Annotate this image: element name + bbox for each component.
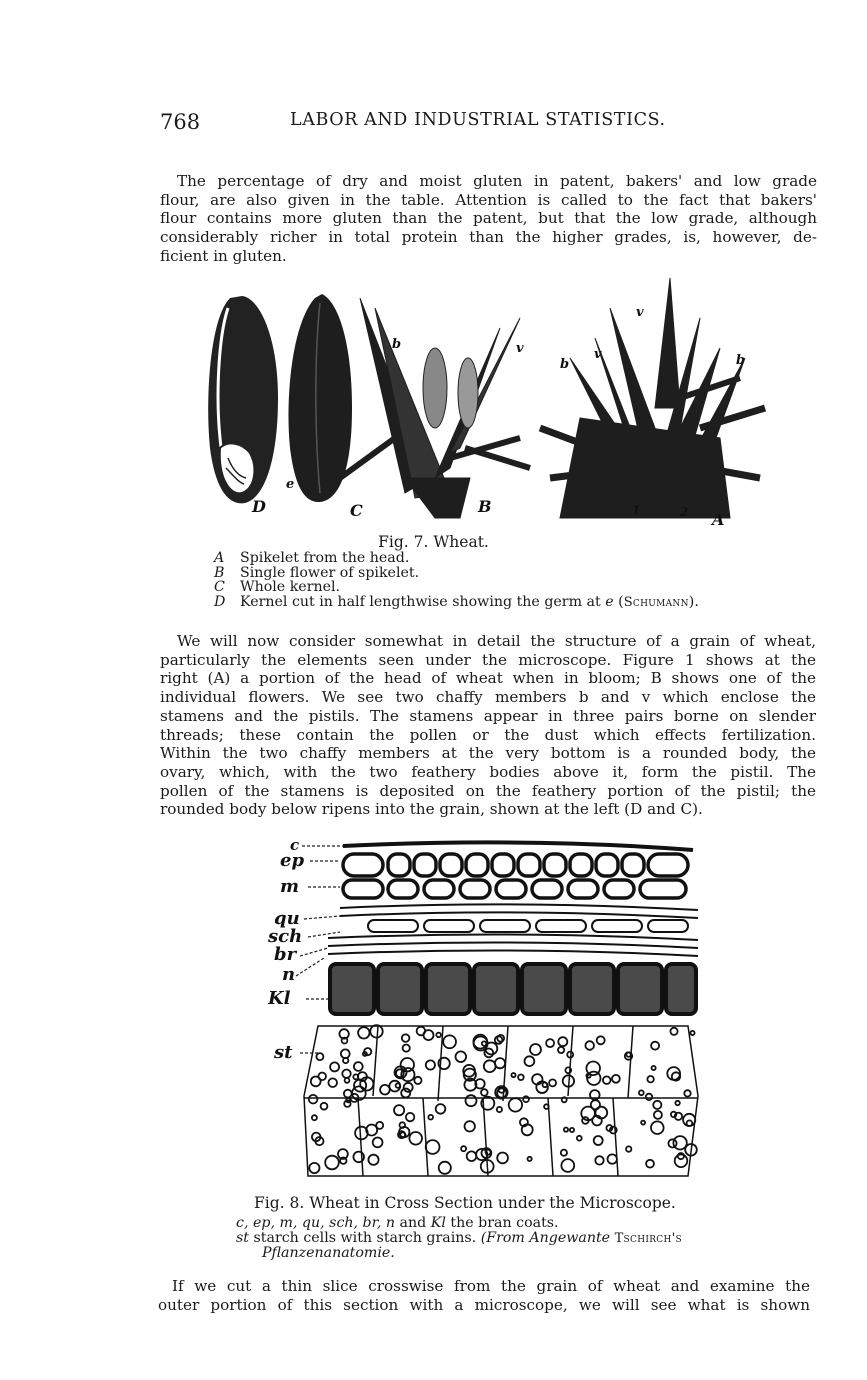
kernel-cut-drawing bbox=[208, 296, 278, 503]
starch-grain bbox=[647, 1076, 653, 1082]
starch-grain bbox=[675, 1101, 679, 1105]
starch-grain bbox=[626, 1146, 631, 1151]
starch-grain bbox=[652, 1066, 656, 1070]
legend-row bbox=[214, 566, 699, 581]
starch-grain bbox=[484, 1049, 493, 1058]
legend-key: D bbox=[214, 593, 226, 610]
starch-grain bbox=[570, 1128, 574, 1132]
starch-grain bbox=[558, 1047, 564, 1053]
starch-grain bbox=[401, 1089, 410, 1098]
starch-grain bbox=[403, 1045, 410, 1052]
starch-grain bbox=[577, 1136, 582, 1141]
starch-grain bbox=[426, 1060, 435, 1069]
legend-key: A bbox=[214, 550, 225, 566]
starch-grain bbox=[481, 1089, 488, 1096]
starch-grain bbox=[376, 1122, 383, 1129]
starch-grain bbox=[354, 1062, 363, 1071]
legend-key: B bbox=[214, 564, 225, 581]
starch-grain bbox=[608, 1154, 617, 1163]
layer-label: Kl bbox=[268, 988, 291, 1009]
starch-grain bbox=[522, 1124, 533, 1135]
starch-grain bbox=[309, 1163, 319, 1173]
legend-text: the bran coats. bbox=[450, 1215, 559, 1231]
layer-label: qu bbox=[274, 908, 300, 929]
starch-grain bbox=[439, 1162, 451, 1174]
starch-grain bbox=[355, 1127, 368, 1140]
starch-grain bbox=[670, 1028, 677, 1035]
starch-grain bbox=[562, 1097, 567, 1102]
starch-grain bbox=[509, 1098, 522, 1111]
single-flower-drawing bbox=[340, 298, 530, 518]
figure-letter: v bbox=[516, 341, 524, 356]
kernel-whole-drawing bbox=[288, 294, 352, 502]
starch-grain bbox=[561, 1159, 574, 1172]
layer-label: ep bbox=[280, 850, 305, 871]
starch-grain bbox=[373, 1138, 383, 1148]
legend-row bbox=[214, 551, 699, 566]
starch-grain bbox=[414, 1077, 421, 1084]
starch-grain bbox=[484, 1060, 496, 1072]
starch-grain bbox=[409, 1132, 422, 1145]
starch-grain bbox=[309, 1095, 318, 1104]
legend-line bbox=[236, 1216, 682, 1231]
legend-author: Tschirch's bbox=[614, 1230, 682, 1246]
legend-text: Spikelet from the head. bbox=[240, 550, 410, 566]
starch-grain bbox=[687, 1120, 693, 1126]
starch-grain bbox=[456, 1051, 467, 1062]
starch-grain bbox=[345, 1078, 350, 1083]
starch-grain bbox=[311, 1077, 321, 1087]
starch-grain bbox=[641, 1121, 645, 1125]
starch-grain bbox=[330, 1062, 339, 1071]
legend-germ-letter: e bbox=[605, 593, 614, 610]
figure-letter: 2 bbox=[680, 505, 689, 519]
starch-grain bbox=[394, 1105, 404, 1115]
starch-grain bbox=[404, 1083, 413, 1092]
legend-key: Kl bbox=[430, 1215, 446, 1231]
legend-row bbox=[214, 580, 699, 595]
starch-grain bbox=[561, 1150, 567, 1156]
starch-grain bbox=[328, 1078, 337, 1087]
legend-line bbox=[236, 1246, 682, 1261]
running-title: LABOR AND INDUSTRIAL STATISTICS. bbox=[290, 110, 666, 130]
starch-grain bbox=[461, 1146, 466, 1151]
starch-grain bbox=[612, 1075, 620, 1083]
starch-grain bbox=[511, 1073, 515, 1077]
figure8-caption: Fig. 8. Wheat in Cross Section under the Microscope. bbox=[254, 1194, 676, 1212]
starch-grain bbox=[406, 1113, 414, 1121]
figure-letter: b bbox=[560, 357, 570, 372]
starch-grain bbox=[594, 1136, 603, 1145]
legend-key: C bbox=[214, 579, 225, 595]
layer-label: sch bbox=[268, 926, 303, 947]
legend-source: (From Angewante bbox=[480, 1229, 611, 1246]
starch-grain bbox=[595, 1107, 607, 1119]
legend-line bbox=[236, 1231, 682, 1247]
page-header bbox=[160, 110, 820, 138]
starch-grain bbox=[558, 1037, 567, 1046]
text-line: threads; these contain the pollen or the dust which effects fertilization. bbox=[160, 725, 816, 744]
starch-grain bbox=[443, 1035, 456, 1048]
text-line: particularly the elements seen under the microscope. Figure 1 shows at the bbox=[160, 650, 816, 669]
text-line: outer portion of this section with a microscope, we will see what is shown bbox=[158, 1295, 810, 1314]
figure-letter: D bbox=[252, 497, 266, 516]
legend-and: and bbox=[399, 1215, 427, 1231]
legend-text: starch cells with starch grains. bbox=[253, 1229, 477, 1246]
starch-grain bbox=[603, 1076, 611, 1084]
text-line: Within the two chaffy members at the very bottom is a rounded body, the bbox=[160, 744, 816, 763]
starch-grain bbox=[312, 1115, 317, 1120]
starch-grain bbox=[530, 1044, 541, 1055]
text-line: pollen of the stamens is deposited on the feathery portion of the pistil; the bbox=[160, 781, 816, 800]
starch-grain bbox=[402, 1034, 410, 1042]
figure-letter: B bbox=[478, 497, 492, 516]
text-line: rounded body below ripens into the grain, shown at the left (D and C). bbox=[160, 800, 703, 819]
starch-grain bbox=[546, 1039, 554, 1047]
starch-grain bbox=[426, 1140, 440, 1154]
starch-grain bbox=[673, 1136, 686, 1149]
spikelet-drawing bbox=[540, 278, 765, 518]
starch-grain bbox=[651, 1042, 659, 1050]
figure8-legend bbox=[236, 1216, 682, 1261]
starch-grain bbox=[646, 1094, 652, 1100]
starch-grain bbox=[675, 1155, 688, 1168]
figure-letter: e bbox=[286, 477, 295, 492]
layer-label: c bbox=[290, 836, 300, 854]
starch-grain bbox=[342, 1038, 348, 1044]
starch-grain bbox=[653, 1101, 661, 1109]
layer-label: st bbox=[274, 1042, 293, 1063]
starch-grain bbox=[690, 1031, 694, 1035]
legend-author: Schumann bbox=[623, 594, 689, 610]
legend-key: st bbox=[236, 1229, 249, 1246]
starch-grain bbox=[525, 1056, 535, 1066]
legend-keys: c, ep, m, qu, sch, br, n bbox=[236, 1215, 396, 1231]
starch-grain bbox=[465, 1121, 475, 1131]
figure-letter: b bbox=[392, 337, 402, 352]
starch-grain bbox=[518, 1075, 524, 1081]
starch-grain bbox=[585, 1041, 594, 1050]
starch-grain bbox=[595, 1156, 603, 1164]
starch-grain bbox=[321, 1103, 328, 1110]
starch-grain bbox=[564, 1128, 568, 1132]
legend-source-title: Pflanzenanatomie. bbox=[262, 1245, 395, 1261]
text-line: ovary, which, with the two feathery bodies above it, form the pistil. The bbox=[160, 762, 816, 781]
starch-grain bbox=[417, 1027, 426, 1036]
starch-grain bbox=[523, 1096, 529, 1102]
starch-grain bbox=[654, 1111, 662, 1119]
figure7-caption: Fig. 7. Wheat. bbox=[378, 533, 489, 551]
starch-grain bbox=[466, 1095, 477, 1106]
starch-grain bbox=[436, 1033, 441, 1038]
starch-grain bbox=[368, 1155, 378, 1165]
figure7-legend bbox=[214, 551, 699, 610]
figure-letter: 1 bbox=[632, 503, 641, 517]
starch-grain bbox=[651, 1121, 664, 1134]
paragraph-structure bbox=[160, 632, 816, 819]
text-line: We will now consider somewhat in detail the structure of a grain of wheat, bbox=[177, 632, 816, 650]
figure-letter: b bbox=[736, 353, 746, 368]
starch-grain bbox=[325, 1156, 339, 1170]
starch-grain bbox=[565, 1067, 571, 1073]
text-line: individual flowers. We see two chaffy members b and v which enclose the bbox=[160, 688, 816, 707]
starch-grain bbox=[341, 1049, 350, 1058]
figure-letter: v bbox=[594, 347, 602, 362]
text-line: ficient in gluten. bbox=[160, 246, 287, 265]
figure-letter: A bbox=[712, 510, 725, 529]
starch-grain bbox=[497, 1107, 502, 1112]
legend-text: Whole kernel. bbox=[240, 579, 341, 595]
figure-letter: C bbox=[350, 501, 363, 520]
starch-grain bbox=[436, 1104, 446, 1114]
starch-grain bbox=[549, 1079, 556, 1086]
text-line: If we cut a thin slice crosswise from the grain of wheat and examine the bbox=[172, 1277, 810, 1295]
starch-grain bbox=[543, 1082, 548, 1087]
layer-label: br bbox=[274, 944, 297, 965]
starch-grain bbox=[497, 1153, 508, 1164]
starch-grain bbox=[316, 1053, 323, 1060]
starch-grain bbox=[370, 1025, 382, 1037]
legend-text: Single flower of spikelet. bbox=[240, 564, 420, 581]
layer-label: m bbox=[280, 876, 300, 897]
page-number: 768 bbox=[160, 110, 201, 134]
starch-grain bbox=[344, 1090, 352, 1098]
paragraph-cross-section bbox=[158, 1277, 810, 1314]
starch-grain bbox=[343, 1058, 348, 1063]
starch-grain bbox=[342, 1070, 350, 1078]
starch-grain bbox=[380, 1085, 390, 1095]
starch-grain bbox=[639, 1090, 644, 1095]
text-line: The percentage of dry and moist gluten in patent, bakers' and low grade bbox=[177, 172, 817, 190]
starch-grain bbox=[646, 1160, 654, 1168]
starch-grain bbox=[428, 1115, 433, 1120]
legend-text: Kernel cut in half lengthwise showing the germ at bbox=[240, 593, 601, 610]
text-line: considerably richer in total protein than the higher grades, is, however, de- bbox=[160, 228, 817, 247]
starch-grain bbox=[528, 1157, 532, 1161]
figure-letter: v bbox=[636, 305, 644, 320]
starch-grain bbox=[396, 1083, 400, 1087]
text-line: flour contains more gluten than the patent, but that the low grade, although bbox=[160, 209, 817, 228]
paragraph-gluten bbox=[160, 172, 817, 266]
legend-close: ). bbox=[688, 593, 699, 610]
wheat-illustration bbox=[200, 278, 770, 533]
cross-section-illustration bbox=[268, 836, 708, 1184]
starch-grain bbox=[671, 1112, 676, 1117]
layer-label: n bbox=[282, 964, 296, 985]
text-line: stamens and the pistils. The stamens appear in three pairs borne on slender bbox=[160, 706, 816, 725]
starch-grain bbox=[684, 1090, 690, 1096]
text-line: right (A) a portion of the head of wheat when in bloom; B shows one of the bbox=[160, 669, 816, 688]
text-line: flour, are also given in the table. Attention is called to the fact that bakers' bbox=[160, 190, 817, 209]
starch-grain bbox=[486, 1150, 491, 1155]
starch-grain bbox=[597, 1036, 605, 1044]
starch-grain bbox=[467, 1151, 477, 1161]
starch-grain bbox=[358, 1027, 369, 1038]
starch-grain bbox=[544, 1104, 549, 1109]
legend-row: D Kernel cut in half lengthwise showing the germ at e (Schumann). bbox=[214, 593, 699, 610]
